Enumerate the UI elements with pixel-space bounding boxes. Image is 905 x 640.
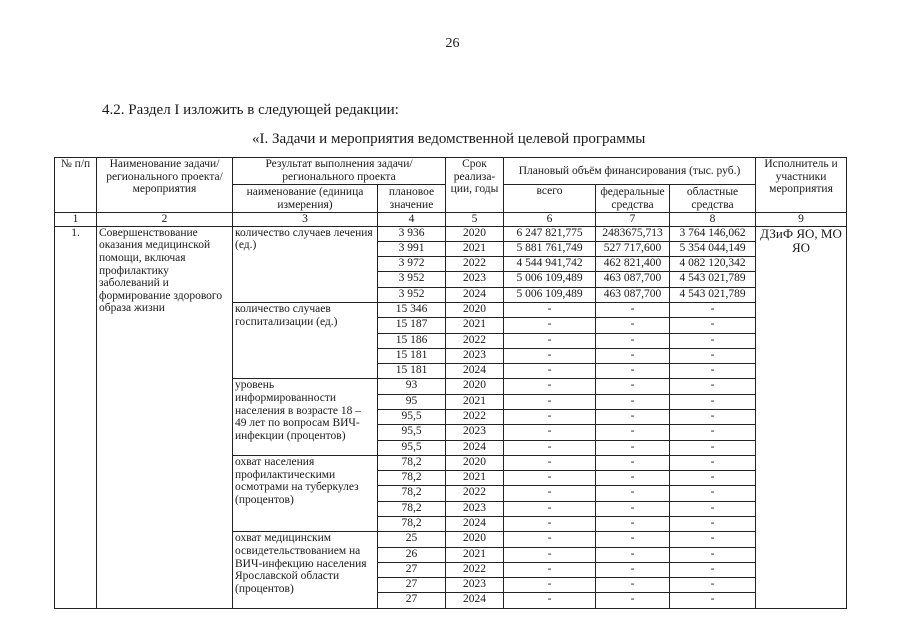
cell-year: 2023 (446, 501, 504, 516)
cell-value: 3 991 (378, 241, 446, 256)
cell-value: 15 181 (378, 364, 446, 379)
cell-value: 78,2 (378, 516, 446, 531)
cell-regional: - (670, 516, 756, 531)
header-task-name: Наименование задачи/ регионального проекта/ мероприятия (97, 158, 233, 213)
table-title: «I. Задачи и мероприятия ведомственной целевой программы (252, 131, 646, 147)
program-table (54, 157, 847, 609)
cell-regional: 3 764 146,062 (670, 226, 756, 241)
cell-federal: - (596, 532, 670, 547)
cell-year: 2024 (446, 364, 504, 379)
cell-regional: - (670, 394, 756, 409)
cell-federal: - (596, 425, 670, 440)
cell-total: - (504, 455, 596, 470)
cell-value: 95,5 (378, 410, 446, 425)
cell-federal: 462 821,400 (596, 257, 670, 272)
cell-year: 2022 (446, 333, 504, 348)
cell-value: 3 972 (378, 257, 446, 272)
column-number: 8 (670, 213, 756, 227)
cell-federal: - (596, 578, 670, 593)
cell-federal: - (596, 348, 670, 363)
cell-total: - (504, 318, 596, 333)
cell-total: - (504, 547, 596, 562)
cell-total: 4 544 941,742 (504, 257, 596, 272)
cell-year: 2024 (446, 440, 504, 455)
cell-year: 2024 (446, 287, 504, 302)
cell-regional: - (670, 593, 756, 609)
column-number: 9 (756, 213, 847, 227)
cell-total: 5 006 109,489 (504, 287, 596, 302)
cell-federal: - (596, 516, 670, 531)
cell-value: 26 (378, 547, 446, 562)
cell-total: - (504, 501, 596, 516)
cell-value: 78,2 (378, 501, 446, 516)
cell-value: 27 (378, 562, 446, 577)
header-term: Срок реализа-ции, годы (446, 158, 504, 213)
cell-total: - (504, 379, 596, 394)
column-number: 7 (596, 213, 670, 227)
cell-regional: - (670, 333, 756, 348)
cell-year: 2023 (446, 348, 504, 363)
cell-year: 2022 (446, 562, 504, 577)
cell-year: 2024 (446, 516, 504, 531)
cell-total: - (504, 425, 596, 440)
cell-regional: - (670, 455, 756, 470)
cell-federal: - (596, 486, 670, 501)
cell-federal: - (596, 562, 670, 577)
cell-year: 2024 (446, 593, 504, 609)
cell-regional: 4 543 021,789 (670, 272, 756, 287)
cell-total: - (504, 471, 596, 486)
header-financing: Плановый объём финансирования (тыс. руб.) (504, 158, 756, 185)
cell-total: - (504, 364, 596, 379)
cell-total: - (504, 532, 596, 547)
cell-federal: 463 087,700 (596, 287, 670, 302)
cell-federal: - (596, 455, 670, 470)
cell-total: - (504, 333, 596, 348)
header-fin-total: всего (504, 185, 596, 213)
cell-total: - (504, 578, 596, 593)
indicator-name: уровень информированности населения в возрасте 18 – 49 лет по вопросам ВИЧ-инфекции (процентов) (233, 379, 378, 455)
executor: ДЗиФ ЯО, МО ЯО (756, 226, 847, 608)
header-fin-federal: федеральные средства (596, 185, 670, 213)
cell-federal: - (596, 379, 670, 394)
section-heading: 4.2. Раздел I изложить в следующей редакции: (102, 102, 399, 118)
cell-federal: - (596, 410, 670, 425)
cell-value: 27 (378, 593, 446, 609)
column-number: 4 (378, 213, 446, 227)
cell-value: 95 (378, 394, 446, 409)
cell-regional: - (670, 562, 756, 577)
cell-year: 2021 (446, 547, 504, 562)
indicator-name: охват населения профилактическими осмотрами на туберкулез (процентов) (233, 455, 378, 531)
cell-regional: - (670, 578, 756, 593)
task-name: Совершенствование оказания медицинской помощи, включая профилактику заболеваний и формирование здорового образа жизни (97, 226, 233, 608)
cell-value: 3 952 (378, 287, 446, 302)
cell-total: - (504, 516, 596, 531)
cell-federal: - (596, 547, 670, 562)
cell-regional: - (670, 471, 756, 486)
cell-regional: - (670, 303, 756, 318)
cell-value: 78,2 (378, 471, 446, 486)
cell-federal: - (596, 318, 670, 333)
cell-total: - (504, 562, 596, 577)
cell-federal: - (596, 440, 670, 455)
header-fin-regional: областные средства (670, 185, 756, 213)
cell-total: - (504, 593, 596, 609)
cell-year: 2020 (446, 532, 504, 547)
column-number: 6 (504, 213, 596, 227)
cell-regional: 5 354 044,149 (670, 241, 756, 256)
cell-total: - (504, 486, 596, 501)
cell-year: 2022 (446, 410, 504, 425)
cell-regional: - (670, 318, 756, 333)
cell-regional: - (670, 501, 756, 516)
indicator-name: количество случаев госпитализации (ед.) (233, 303, 378, 379)
cell-federal: - (596, 593, 670, 609)
cell-federal: 2483675,713 (596, 226, 670, 241)
cell-federal: - (596, 471, 670, 486)
cell-federal: - (596, 303, 670, 318)
cell-value: 3 952 (378, 272, 446, 287)
cell-total: 6 247 821,775 (504, 226, 596, 241)
cell-federal: 463 087,700 (596, 272, 670, 287)
cell-federal: 527 717,600 (596, 241, 670, 256)
indicator-name: количество случаев лечения (ед.) (233, 226, 378, 302)
cell-federal: - (596, 364, 670, 379)
cell-year: 2021 (446, 318, 504, 333)
cell-value: 15 186 (378, 333, 446, 348)
cell-value: 25 (378, 532, 446, 547)
cell-total: - (504, 410, 596, 425)
header-result-name: наименование (единица измерения) (233, 185, 378, 213)
cell-year: 2023 (446, 578, 504, 593)
cell-regional: - (670, 364, 756, 379)
cell-value: 78,2 (378, 455, 446, 470)
cell-year: 2022 (446, 486, 504, 501)
cell-value: 15 187 (378, 318, 446, 333)
column-number: 2 (97, 213, 233, 227)
row-number: 1. (55, 226, 97, 608)
cell-year: 2021 (446, 394, 504, 409)
cell-year: 2021 (446, 241, 504, 256)
cell-year: 2021 (446, 471, 504, 486)
cell-total: - (504, 348, 596, 363)
cell-total: - (504, 303, 596, 318)
cell-value: 78,2 (378, 486, 446, 501)
cell-total: - (504, 394, 596, 409)
header-result: Результат выполнения задачи/ регионального проекта (233, 158, 446, 185)
cell-year: 2020 (446, 379, 504, 394)
cell-regional: - (670, 532, 756, 547)
page-number: 26 (445, 36, 460, 51)
cell-regional: - (670, 440, 756, 455)
cell-regional: - (670, 425, 756, 440)
cell-year: 2020 (446, 455, 504, 470)
cell-year: 2023 (446, 272, 504, 287)
cell-regional: - (670, 379, 756, 394)
cell-year: 2022 (446, 257, 504, 272)
cell-value: 15 346 (378, 303, 446, 318)
cell-federal: - (596, 333, 670, 348)
column-number: 5 (446, 213, 504, 227)
cell-value: 93 (378, 379, 446, 394)
cell-total: 5 881 761,749 (504, 241, 596, 256)
header-num: № п/п (55, 158, 97, 213)
cell-value: 3 936 (378, 226, 446, 241)
cell-federal: - (596, 501, 670, 516)
table-row (55, 226, 847, 241)
cell-year: 2020 (446, 303, 504, 318)
cell-regional: - (670, 348, 756, 363)
cell-total: 5 006 109,489 (504, 272, 596, 287)
cell-regional: 4 543 021,789 (670, 287, 756, 302)
column-number-row (55, 213, 847, 227)
cell-value: 95,5 (378, 425, 446, 440)
cell-regional: - (670, 410, 756, 425)
cell-value: 15 181 (378, 348, 446, 363)
column-number: 3 (233, 213, 378, 227)
cell-value: 27 (378, 578, 446, 593)
cell-regional: - (670, 547, 756, 562)
header-executor: Исполнитель и участники мероприятия (756, 158, 847, 213)
indicator-name: охват медицинским освидетельствованием на ВИЧ-инфекцию населения Ярославской области (процентов) (233, 532, 378, 609)
cell-value: 95,5 (378, 440, 446, 455)
cell-regional: - (670, 486, 756, 501)
cell-federal: - (596, 394, 670, 409)
cell-total: - (504, 440, 596, 455)
cell-regional: 4 082 120,342 (670, 257, 756, 272)
header-result-value: плановое значение (378, 185, 446, 213)
cell-year: 2023 (446, 425, 504, 440)
column-number: 1 (55, 213, 97, 227)
cell-year: 2020 (446, 226, 504, 241)
